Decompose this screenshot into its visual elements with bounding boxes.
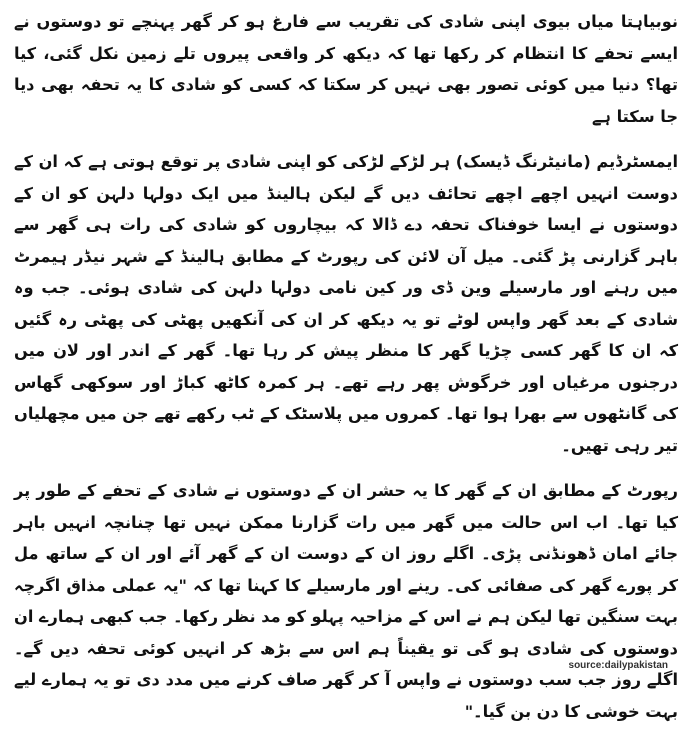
article-paragraph-intro: نوبیاہتا میاں بیوی اپنی شادی کی تقریب سے فارغ ہو کر گھر پہنچے تو دوستوں نے ایسے تحفے کا انتظام کر رکھا تھا کہ دیکھ کر واقعی پیروں تلے زمین نکل گئی، کیا تھا؟ دنیا میں کوئی تصور بھی نہیں کر سکتا کہ کسی کو شادی کا یہ تحفہ بھی دیا جا سکتا ہے: [14, 12, 678, 126]
source-credit: source:dailypakistan: [568, 660, 668, 671]
article-body: [14, 6, 678, 741]
article-paragraph-quote: رپورٹ کے مطابق ان کے گھر کا یہ حشر ان کے دوستوں نے شادی کے تحفے کے طور پر کیا تھا۔ اب اس حالت میں گھر میں رات گزارنا ممکن نہیں تھا چنانچہ انہیں باہر جائے امان ڈھونڈنی پڑی۔ اگلے روز ان کے دوست ان کے گھر آئے اور ان کے ساتھ مل کر پورے گھر کی صفائی کی۔ رینے اور مارسیلے کا کہنا تھا کہ "یہ عملی مذاق اگرچہ بہت سنگین تھا لیکن ہم نے اس کے مزاحیہ پہلو کو مد نظر رکھا۔ جب کبھی ہمارے ان دوستوں کی شادی ہو گی تو یقیناً ہم اس سے بڑھ کر انہیں کوئی تحفہ دیں گے۔ اگلے روز جب سب دوستوں نے واپس آ کر گھر صاف کرنے میں مدد دی تو یہ ہمارے لیے بہت خوشی کا دن بن گیا۔": [14, 481, 678, 721]
article-paragraph-report: ایمسٹرڈیم (مانیٹرنگ ڈیسک) ہر لڑکے لڑکی کو اپنی شادی پر توقع ہوتی ہے کہ ان کے دوست انہیں اچھے اچھے تحائف دیں گے لیکن ہالینڈ میں ایک دولہا دلہن کو ان کے دوستوں نے ایسا خوفناک تحفہ دے ڈالا کہ بیچاروں کو شادی کی رات ہی گھر سے باہر گزارنی پڑ گئی۔ میل آن لائن کی رپورٹ کے مطابق ہالینڈ کے شہر نیڈر ہیمرٹ میں رہنے اور مارسیلے وین ڈی ور کین نامی دولہا دلہن کی شادی ہوئی۔ جب وہ شادی کے بعد گھر واپس لوٹے تو یہ دیکھ کر ان کی آنکھیں پھٹی کی پھٹی رہ گئیں کہ ان کا گھر کسی چڑیا گھر کا منظر پیش کر رہا تھا۔ گھر کے اندر اور لان میں درجنوں مرغیاں اور خرگوش پھر رہے تھے۔ ہر کمرہ کاٹھ کباڑ اور سوکھی گھاس کی گانٹھوں سے بھرا ہوا تھا۔ کمروں میں پلاسٹک کے ٹب رکھے تھے جن میں مچھلیاں تیر رہی تھیں۔: [14, 152, 678, 455]
